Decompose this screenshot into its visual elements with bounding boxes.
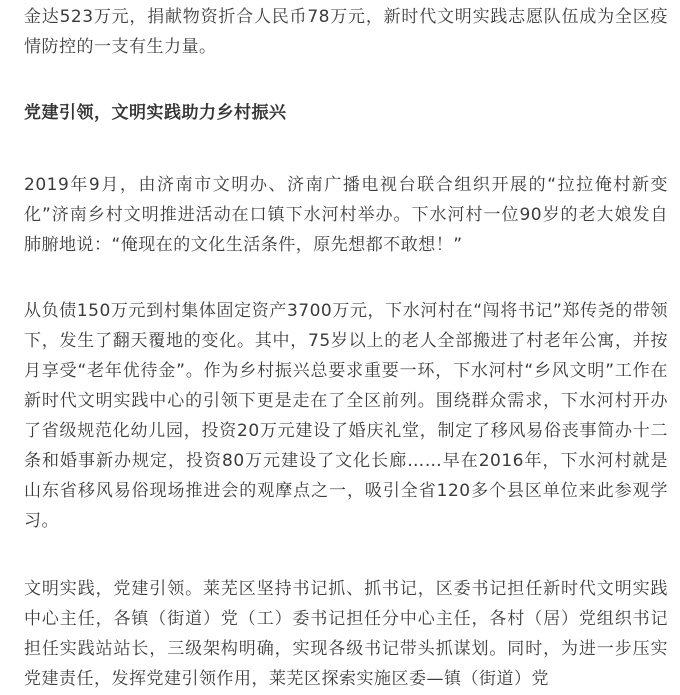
paragraph-1: 金达523万元，捐献物资折合人民币78万元，新时代文明实践志愿队伍成为全区疫情防控的一支有生力量。 — [24, 7, 668, 57]
paragraph-2: 2019年9月，由济南市文明办、济南广播电视台联合组织开展的“拉拉俺村新变化”济南乡村文明推进活动在口镇下水河村举办。下水河村一位90岁的老大娘发自肺腑地说：“俺现在的文化生活条件，原先想都不敢想！” — [24, 175, 668, 255]
paragraph-4: 文明实践，党建引领。莱芜区坚持书记抓、抓书记，区委书记担任新时代文明实践中心主任，各镇（街道）党（工）委书记担任分中心主任，各村（居）党组织书记担任实践站站长，三级架构明确，实现各级书记带头抓谋划。同时，为进一步压实党建责任，发挥党建引领作用，莱芜区探索实施区委—镇（街道）党 — [24, 579, 668, 689]
section-heading: 党建引领，文明实践助力乡村振兴 — [24, 103, 287, 123]
paragraph-3: 从负债150万元到村集体固定资产3700万元，下水河村在“闯将书记”郑传尧的带领下，发生了翻天覆地的变化。其中，75岁以上的老人全部搬进了村老年公寓，并按月享受“老年优待金”。作为乡村振兴总要求重要一环，下水河村“乡风文明”工作在新时代文明实践中心的引领下更是走在了全区前列。围绕群众需求，下水河村开办了省级规范化幼儿园，投资20万元建设了婚庆礼堂，制定了移风易俗丧事简办十二条和婚事新办规定，投资80万元建设了文化长廊……早在2016年，下水河村就是山东省移风易俗现场推进会的观摩点之一，吸引全省120多个县区单位来此参观学习。 — [24, 301, 668, 531]
